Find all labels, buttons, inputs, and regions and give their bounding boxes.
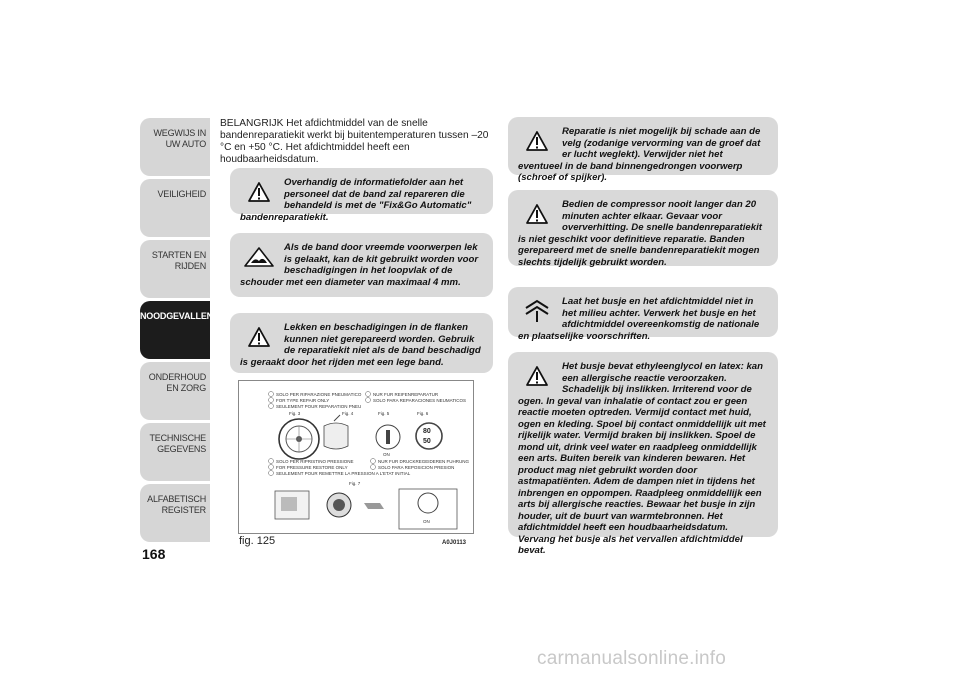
sticker-label-de: NUR FUR REIFENREPARATUR — [373, 392, 439, 397]
fig-label-4: Fig. 4 — [342, 411, 354, 416]
sticker-label-en2: FOR PRESSURE RESTORE ONLY — [276, 465, 348, 470]
tab-noodgevallen[interactable]: NOODGEVALLEN — [140, 301, 210, 359]
warning-box-rim-damage: Reparatie is niet mogelijk bij schade aan de velg (zodanige vervorming van de groef dat er lucht weglekt). Verwijder niet het eventueel in de band binnengedrongen voorwerp (schroef of spijker). — [508, 117, 778, 175]
fig-label-7: Fig. 7 — [349, 481, 361, 486]
environment-box: Laat het busje en het afdichtmiddel niet in het milieu achter. Verwerk het busje en het afdichtmiddel overeenkomstig de nationale en plaatselijke voorschriften. — [508, 287, 778, 337]
intro-paragraph: BELANGRIJK Het afdichtmiddel van de snelle bandenreparatiekit werkt bij buitentemperaturen tussen –20 °C en +50 °C. Het afdichtmiddel heeft een houdbaarheidsdatum. — [220, 118, 489, 165]
tab-veiligheid[interactable]: VEILIGHEID — [140, 179, 210, 237]
speed-value-50: 50 — [423, 438, 431, 445]
warning-icon — [518, 199, 556, 229]
sticker-label-en: FOR TYPE REPAIR ONLY — [276, 398, 330, 403]
tab-technische-gegevens[interactable]: TECHNISCHE GEGEVENS — [140, 423, 210, 481]
sticker-label-fr: SEULEMENT POUR REPARATION PNEU — [276, 404, 362, 409]
tab-starten-en-rijden[interactable]: STARTEN EN RIJDEN — [140, 240, 210, 298]
warning-box-compressor: Bedien de compressor nooit langer dan 20 minuten achter elkaar. Gevaar voor oververhitting. De snelle bandenreparatiekit is niet geschikt voor definitieve reparatie. Banden gerepareerd met de snelle bandenreparatiekit mogen slechts tijdelijk gebruikt worden. — [508, 190, 778, 266]
fig-label-6: Fig. 6 — [417, 411, 429, 416]
warning-icon — [240, 322, 278, 352]
speed-value-80: 80 — [423, 428, 431, 435]
on-label-1: ON — [383, 452, 390, 457]
figure-caption: fig. 125 — [239, 535, 276, 547]
sticker-label-es: SOLO PARA REPARACIONES NEUMATICOS — [373, 398, 467, 403]
sticker-label-it: SOLO PER RIPARAZIONE PNEUMATICO — [276, 392, 362, 397]
road-hazard-icon — [240, 242, 278, 272]
sticker-label-de2: NUR FUR DRUCKREGEIDEREN FUHRUNG — [378, 459, 470, 464]
watermark: carmanualsonline.info — [537, 648, 727, 669]
environment-icon — [518, 296, 556, 326]
warning-box-folder: Overhandig de informatiefolder aan het personeel dat de band zal repareren die behandeld is met de "Fix&Go Automatic" bandenreparatiekit. — [230, 168, 493, 214]
tab-wegwijs[interactable]: WEGWIJS IN UW AUTO — [140, 118, 210, 176]
sticker-label-fr2: SEULEMENT POUR REMETTRE LA PRESSION A L'ETAT INITIAL — [276, 471, 411, 476]
tab-alfabetisch-register[interactable]: ALFABETISCH REGISTER — [140, 484, 210, 542]
info-box-foreign-objects: Als de band door vreemde voorwerpen lek is gelaakt, kan de kit gebruikt worden voor beschadigingen in het loopvlak of de schouder met een diameter van maximaal 4 mm. — [230, 233, 493, 297]
warning-icon — [240, 177, 278, 207]
fig-label-3: Fig. 3 — [289, 411, 301, 416]
tab-onderhoud-en-zorg[interactable]: ONDERHOUD EN ZORG — [140, 362, 210, 420]
warning-box-ethylene-glycol: Het busje bevat ethyleenglycol en latex: kan een allergische reactie veroorzaken. Schadelijk bij inslikken. Irriterend voor de ogen. In geval van inhalatie of contact zou er geen reactie moeten optreden. Vermijd contact met huid, ogen en kleding. Spoel bij contact onmiddellijk uit met rijkelijk water. Vermijd braken bij inslikken. Spoel de mond uit, drink veel water en raadpleeg onmiddellijk een arts. Buiten bereik van kinderen bewaren. Het product mag niet gebruikt worden door astmapatiënten. Adem de dampen niet in tijdens het inbrengen en oppompen. Raadpleeg onmiddellijk een arts bij allergische reacties. Bewaar het busje in zijn houder, uit de buurt van warmtebronnen. Het afdichtmiddel heeft een houdbaarheidsdatum. Vervang het busje als het vervallen afdichtmiddel bevat. — [508, 352, 778, 537]
figure-code: A0J0113 — [442, 540, 467, 546]
sticker-label-it2: SOLO PER RIPRISTINO PRESSIONE — [276, 459, 354, 464]
on-label-2: ON — [423, 519, 430, 524]
sticker-label-es2: SOLO PARA REPOSICION PRESION — [378, 465, 455, 470]
repair-kit-sticker-figure — [238, 380, 474, 534]
fig-label-5: Fig. 5 — [378, 411, 390, 416]
sticker-illustration — [239, 381, 473, 533]
warning-icon — [518, 361, 556, 391]
page-number: 168 — [142, 546, 166, 562]
warning-icon — [518, 126, 556, 156]
warning-box-sidewall: Lekken en beschadigingen in de flanken kunnen niet gerepareerd worden. Gebruik de reparatiekit niet als de band beschadigd is geraakt door het rijden met een lege band. — [230, 313, 493, 373]
